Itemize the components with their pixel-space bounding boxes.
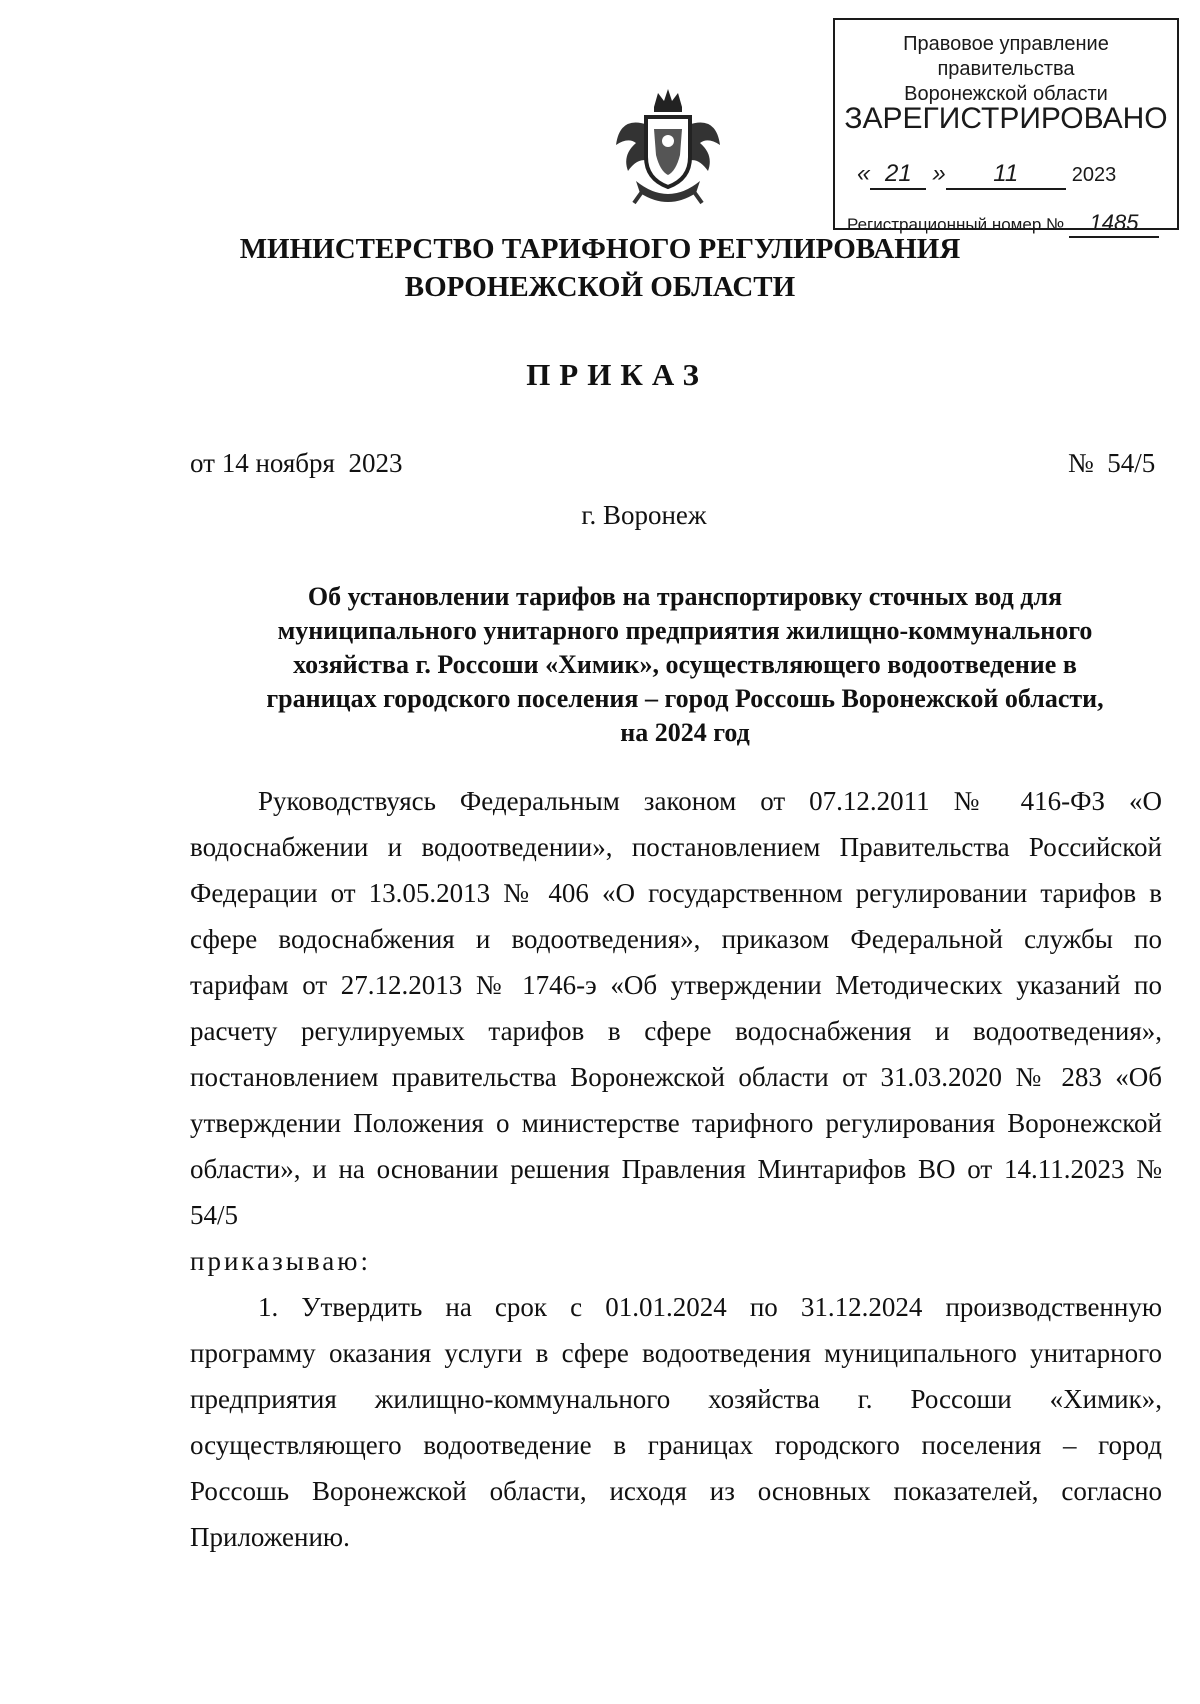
- stamp-reg-number: Регистрационный номер № 1485: [847, 210, 1169, 238]
- stamp-date-day: 21: [870, 160, 926, 190]
- registration-stamp: [833, 18, 1179, 235]
- document-date: от 14 ноября 2023: [190, 448, 403, 478]
- coat-of-arms-icon: [614, 85, 722, 207]
- preamble-paragraph: Руководствуясь Федеральным законом от 07.12.2011 № 416-ФЗ «О водоснабжении и водоотведении», постановлением Правительства Российской Федерации от 13.05.2013 № 406 «О государственном регулировании тарифов в сфере водоснабжения и водоотведения», приказом Федеральной службы по тарифам от 27.12.2013 № 1746-э «Об утверждении Методических указаний по расчету регулируемых тарифов в сфере водоснабжения и водоотведения», постановлением правительства Воронежской области от 31.03.2020 № 283 «Об утверждении Положения о министерстве тарифного регулирования Воронежской области», и на основании решения Правления Минтарифов ВО от 14.11.2023 № 54/5: [190, 786, 1162, 1230]
- order-item-1: 1. Утвердить на срок с 01.01.2024 по 31.12.2024 производственную программу оказания услуги в сфере водоотведения муниципального унитарного предприятия жилищно-коммунального хозяйства г. Россоши «Химик», осуществляющего водоотведение в границах городского поселения – город Россошь Воронежской области, исходя из основных показателей, согласно Приложению.: [190, 1292, 1162, 1552]
- stamp-reg-number-value: 1485: [1069, 210, 1159, 238]
- document-body: [190, 778, 1162, 1560]
- ministry-name: МИНИСТЕРСТВО ТАРИФНОГО РЕГУЛИРОВАНИЯ ВОРОНЕЖСКОЙ ОБЛАСТИ: [239, 233, 961, 303]
- document-type: ПРИКАЗ: [526, 357, 708, 392]
- document-subject: Об установлении тарифов на транспортировку сточных вод для муниципального унитарного предприятия жилищно-коммунального хозяйства г. Россоши «Химик», осуществляющего водоотведение в границах городского поселения – город Россошь Воронежской области, на 2024 год: [266, 582, 1104, 747]
- stamp-date-year: 2023: [1071, 164, 1117, 186]
- stamp-organization: Правовое управление правительства Воронежской области: [903, 33, 1109, 105]
- document-number: № 54/5: [1068, 448, 1156, 478]
- stamp-date-month: 11: [946, 160, 1066, 190]
- stamp-date: « 21 » 11 2023: [857, 160, 1167, 190]
- order-verb: приказываю:: [190, 1246, 371, 1276]
- document-city: г. Воронеж: [581, 500, 707, 530]
- stamp-registered-label: ЗАРЕГИСТРИРОВАНО: [844, 102, 1168, 135]
